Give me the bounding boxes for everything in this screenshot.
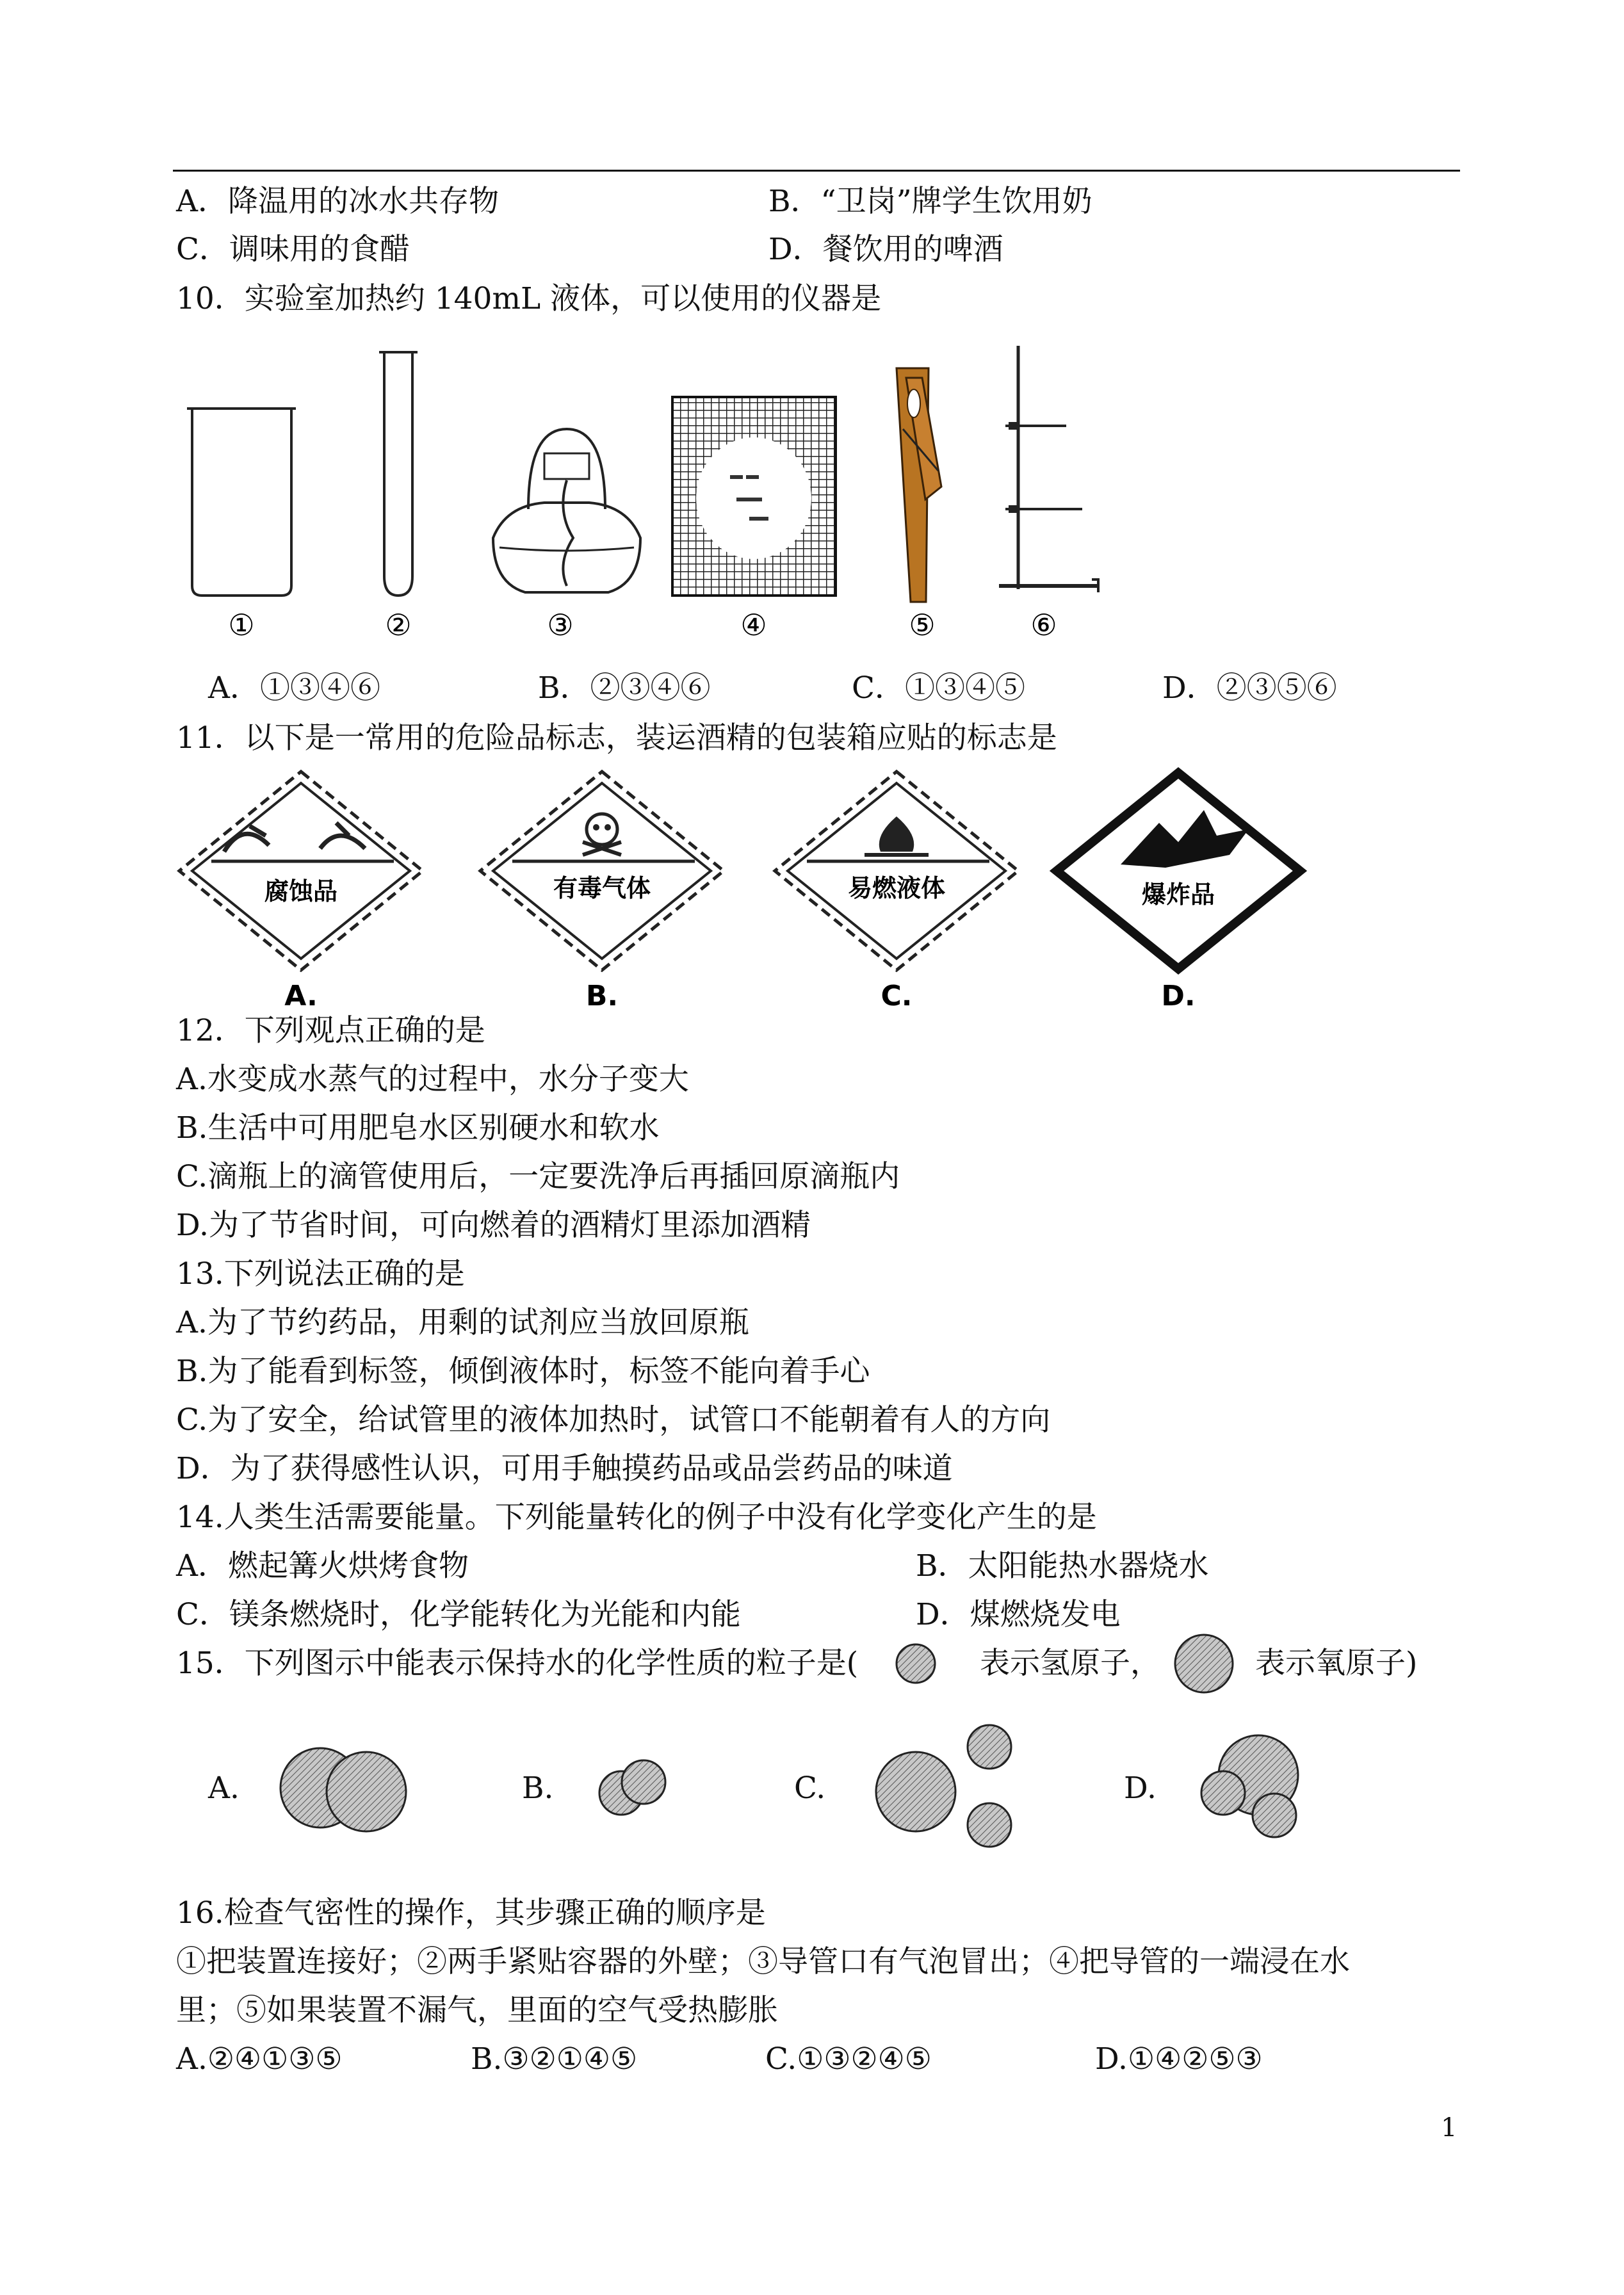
q9-option-b: B．“卫岗”牌学生饮用奶: [768, 184, 1092, 219]
label-5: ⑤: [909, 608, 936, 642]
q14-option-d: D．煤燃烧发电: [916, 1597, 1121, 1632]
q11-hazard-signs-figure: [173, 765, 1319, 1021]
q16-option-d: D.①④②⑤③: [1095, 2041, 1263, 2077]
q10-option-d: D．②③⑤⑥: [1162, 670, 1337, 706]
header-rule: [173, 170, 1460, 172]
q10-option-b: B．②③④⑥: [538, 670, 711, 706]
q12-option-a: A.水变成水蒸气的过程中，水分子变大: [176, 1062, 689, 1097]
q10-option-a: A．①③④⑥: [208, 670, 380, 706]
beaker-icon: [187, 409, 296, 596]
page-number: 1: [1441, 2113, 1458, 2143]
q16-stem: 16.检查气密性的操作，其步骤正确的顺序是: [176, 1895, 766, 1931]
sign-c-letter: C.: [881, 980, 913, 1012]
q10-stem: 10．实验室加热约 140mL 液体，可以使用的仪器是: [176, 281, 882, 316]
model-c-icon: [876, 1725, 1011, 1847]
label-4: ④: [740, 608, 767, 642]
q16-option-b: B.③②①④⑤: [471, 2041, 638, 2077]
label-3: ③: [547, 608, 574, 642]
sign-d-text: 爆炸品: [1141, 880, 1215, 909]
q13-option-d: D．为了获得感性认识，可用手触摸药品或品尝药品的味道: [176, 1451, 953, 1486]
q14-stem: 14.人类生活需要能量。下列能量转化的例子中没有化学变化产生的是: [176, 1500, 1097, 1535]
q13-option-a: A.为了节约药品，用剩的试剂应当放回原瓶: [176, 1305, 749, 1340]
explosive-sign-icon: [1057, 773, 1300, 1012]
q15-option-b: B.: [522, 1771, 554, 1806]
q10-instruments-figure: [173, 333, 1114, 653]
test-tube-holder-icon: [897, 368, 941, 602]
toxic-gas-sign-icon: [480, 772, 724, 1012]
sign-a-text: 腐蚀品: [264, 877, 338, 905]
q16-steps-line1: ①把装置连接好；②两手紧贴容器的外壁；③导管口有气泡冒出；④把导管的一端浸在水: [176, 1944, 1350, 1979]
label-1: ①: [228, 608, 255, 642]
q15-molecule-models: [269, 1723, 1326, 1857]
q16-steps-line2: 里；⑤如果装置不漏气，里面的空气受热膨胀: [176, 1993, 778, 2028]
hydrogen-atom-legend-icon: [893, 1641, 938, 1686]
alcohol-lamp-icon: [493, 429, 640, 592]
q9-option-d: D．餐饮用的啤酒: [768, 232, 1003, 267]
model-b-icon: [599, 1760, 665, 1815]
flammable-liquid-sign-icon: [775, 772, 1018, 1012]
q9-option-a: A．降温用的冰水共存物: [176, 184, 499, 219]
model-a-icon: [280, 1748, 406, 1831]
test-tube-icon: [379, 352, 418, 596]
q15-option-a: A.: [208, 1771, 240, 1806]
q15-legend-oxygen: 表示氧原子): [1255, 1646, 1418, 1681]
iron-stand-icon: [999, 346, 1098, 592]
sign-c-text: 易燃液体: [847, 874, 946, 902]
sign-b-text: 有毒气体: [553, 874, 651, 902]
q15-stem: 15．下列图示中能表示保持水的化学性质的粒子是(: [176, 1646, 859, 1681]
q12-stem: 12．下列观点正确的是: [176, 1013, 485, 1048]
q14-option-a: A．燃起篝火烘烤食物: [176, 1548, 469, 1584]
q13-stem: 13.下列说法正确的是: [176, 1256, 465, 1292]
q11-stem: 11．以下是一常用的危险品标志，装运酒精的包装箱应贴的标志是: [176, 720, 1057, 756]
q16-option-a: A.②④①③⑤: [176, 2041, 343, 2077]
q13-option-c: C.为了安全，给试管里的液体加热时，试管口不能朝着有人的方向: [176, 1402, 1051, 1438]
q16-option-c: C.①③②④⑤: [765, 2041, 932, 2077]
q9-option-c: C．调味用的食醋: [176, 232, 410, 267]
model-d-icon: [1201, 1735, 1298, 1837]
q15-option-d: D.: [1124, 1771, 1157, 1806]
q10-option-c: C．①③④⑤: [852, 670, 1025, 706]
q14-option-c: C．镁条燃烧时，化学能转化为光能和内能: [176, 1597, 741, 1632]
q14-option-b: B．太阳能热水器烧水: [916, 1548, 1209, 1584]
q13-option-b: B.为了能看到标签，倾倒液体时，标签不能向着手心: [176, 1354, 870, 1389]
sign-a-letter: A.: [284, 980, 318, 1012]
q12-option-b: B.生活中可用肥皂水区别硬水和软水: [176, 1110, 660, 1146]
label-2: ②: [385, 608, 412, 642]
q15-legend-hydrogen: 表示氢原子，: [980, 1646, 1160, 1681]
sign-d-letter: D.: [1161, 980, 1196, 1012]
oxygen-atom-legend-icon: [1172, 1632, 1236, 1696]
sign-b-letter: B.: [585, 980, 619, 1012]
label-6: ⑥: [1030, 608, 1057, 642]
corrosive-sign-icon: [179, 772, 423, 1012]
q12-option-d: D.为了节省时间，可向燃着的酒精灯里添加酒精: [176, 1208, 811, 1243]
q15-option-c: C.: [794, 1771, 826, 1806]
q12-option-c: C.滴瓶上的滴管使用后，一定要洗净后再插回原滴瓶内: [176, 1159, 900, 1194]
wire-gauze-icon: [672, 397, 836, 596]
